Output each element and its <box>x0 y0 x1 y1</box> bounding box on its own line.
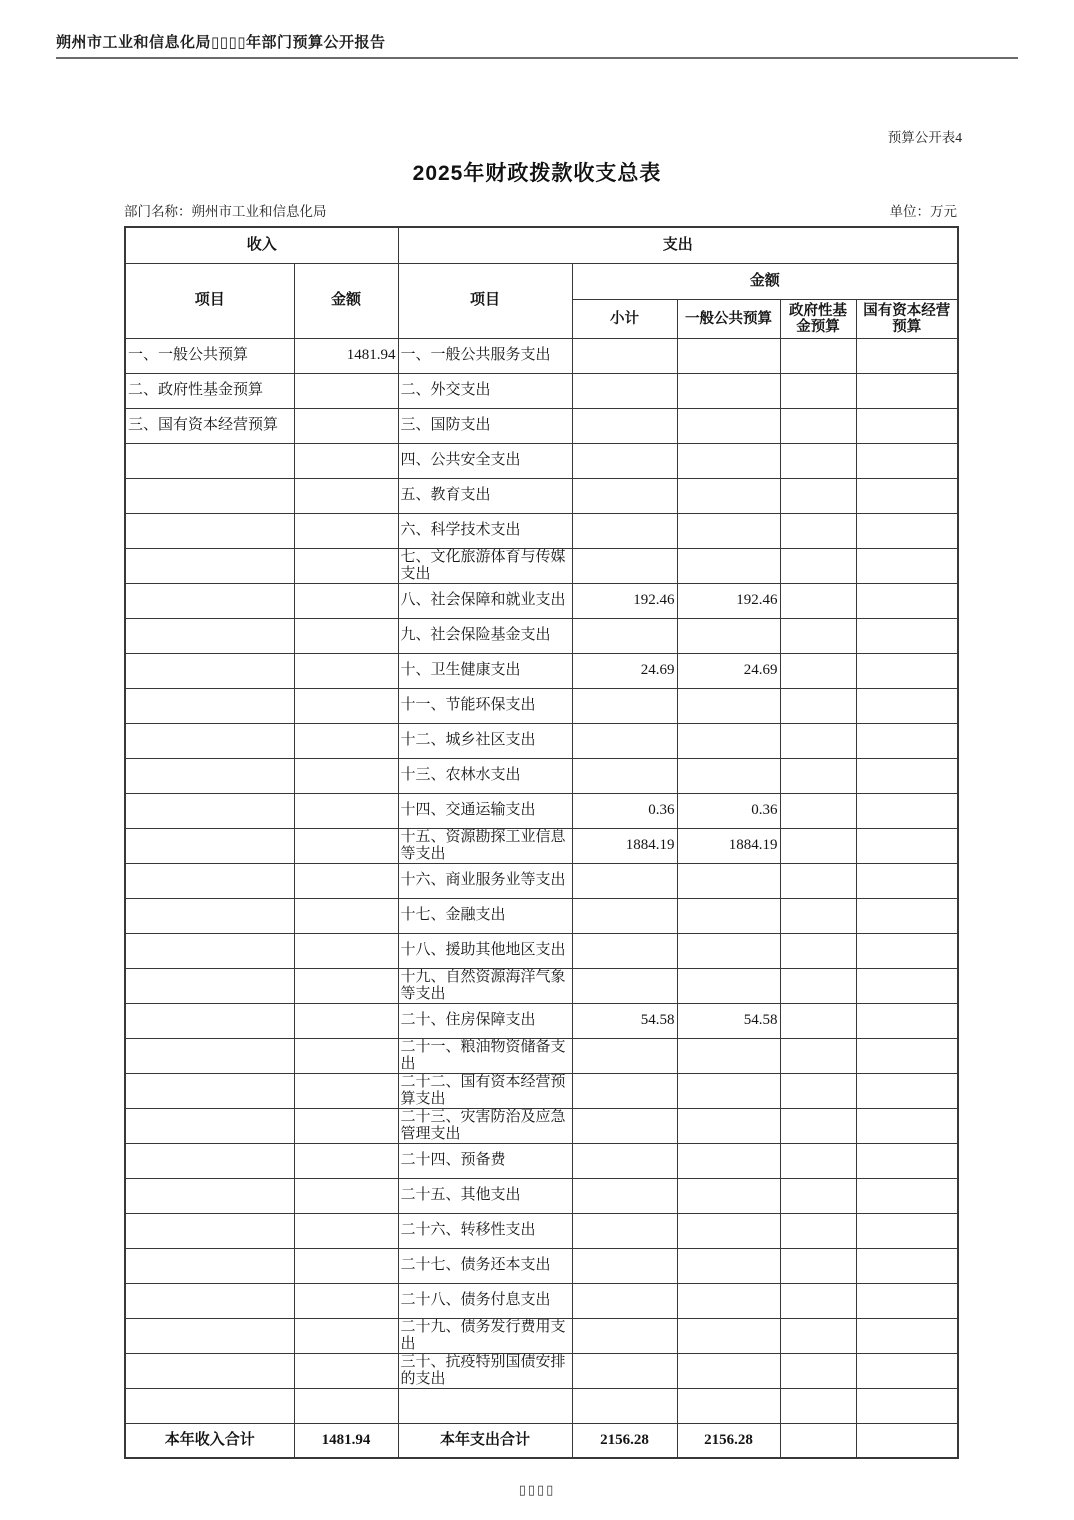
gov-fund-cell <box>780 898 856 933</box>
expense-item-cell: 二十五、其他支出 <box>398 1178 572 1213</box>
state-capital-cell <box>856 373 958 408</box>
income-amount-cell <box>294 1108 398 1143</box>
gov-fund-cell <box>780 688 856 723</box>
expense-item-cell: 二十四、预备费 <box>398 1143 572 1178</box>
general-public-cell <box>677 373 780 408</box>
general-public-cell <box>677 1213 780 1248</box>
expense-item-cell: 三、国防支出 <box>398 408 572 443</box>
income-amount-cell: 1481.94 <box>294 338 398 373</box>
state-capital-cell <box>856 898 958 933</box>
table-row <box>125 1388 958 1423</box>
income-item-cell <box>125 1073 294 1108</box>
table-row <box>125 1318 958 1353</box>
income-amount-cell <box>294 618 398 653</box>
subtotal-cell <box>572 863 677 898</box>
subtotal-cell <box>572 443 677 478</box>
expense-item-cell: 十一、节能环保支出 <box>398 688 572 723</box>
budget-table-wrap <box>124 226 959 1459</box>
income-item-cell <box>125 1283 294 1318</box>
expense-item-cell: 十四、交通运输支出 <box>398 793 572 828</box>
income-amount-cell <box>294 653 398 688</box>
expense-item-cell: 五、教育支出 <box>398 478 572 513</box>
general-public-cell <box>677 478 780 513</box>
gov-fund-cell <box>780 548 856 583</box>
gov-fund-cell <box>780 933 856 968</box>
income-amount-cell <box>294 1178 398 1213</box>
income-amount-cell <box>294 723 398 758</box>
general-public-cell <box>677 443 780 478</box>
state-capital-cell <box>856 583 958 618</box>
table-row <box>125 1073 958 1108</box>
income-item-cell <box>125 583 294 618</box>
subtotal-cell: 1884.19 <box>572 828 677 863</box>
income-item-cell: 二、政府性基金预算 <box>125 373 294 408</box>
income-amount-cell <box>294 793 398 828</box>
general-public-cell <box>677 723 780 758</box>
state-capital-cell <box>856 688 958 723</box>
general-public-cell <box>677 968 780 1003</box>
gov-fund-cell <box>780 1003 856 1038</box>
table-row <box>125 1353 958 1388</box>
state-capital-cell <box>856 513 958 548</box>
general-public-cell <box>677 548 780 583</box>
expense-item-cell: 四、公共安全支出 <box>398 443 572 478</box>
table-row <box>125 1143 958 1178</box>
table-row <box>125 1248 958 1283</box>
expense-item-cell: 二十七、债务还本支出 <box>398 1248 572 1283</box>
table-row <box>125 548 958 583</box>
subtotal-cell <box>572 478 677 513</box>
table-row <box>125 688 958 723</box>
page-number-marker: ▯▯▯▯ <box>518 1483 556 1498</box>
table-row <box>125 513 958 548</box>
gov-fund-cell <box>780 408 856 443</box>
expense-item-cell: 十三、农林水支出 <box>398 758 572 793</box>
subtotal-cell <box>572 1108 677 1143</box>
state-capital-cell <box>856 968 958 1003</box>
general-public-cell: 24.69 <box>677 653 780 688</box>
subtotal-cell <box>572 1213 677 1248</box>
expense-item-cell: 三十、抗疫特别国债安排的支出 <box>398 1353 572 1388</box>
income-item-cell <box>125 1003 294 1038</box>
subtotal-cell <box>572 1073 677 1108</box>
expense-item-cell: 二、外交支出 <box>398 373 572 408</box>
gov-fund-cell <box>780 653 856 688</box>
general-public-cell <box>677 513 780 548</box>
total-gov-fund-cell <box>780 1423 856 1458</box>
gov-fund-cell <box>780 1178 856 1213</box>
state-capital-cell <box>856 1003 958 1038</box>
gov-fund-cell <box>780 373 856 408</box>
income-item-cell <box>125 1108 294 1143</box>
general-public-cell <box>677 1388 780 1423</box>
expense-section-header: 支出 <box>398 227 958 263</box>
income-amount-cell <box>294 1073 398 1108</box>
subtotal-cell: 54.58 <box>572 1003 677 1038</box>
state-capital-cell <box>856 1213 958 1248</box>
income-item-cell <box>125 688 294 723</box>
total-state-capital-cell <box>856 1423 958 1458</box>
subtotal-cell <box>572 338 677 373</box>
income-item-cell <box>125 1388 294 1423</box>
gov-fund-cell <box>780 1318 856 1353</box>
income-amount-cell <box>294 828 398 863</box>
gov-fund-cell <box>780 618 856 653</box>
gov-fund-cell <box>780 513 856 548</box>
table-row <box>125 863 958 898</box>
income-amount-cell <box>294 583 398 618</box>
state-capital-cell <box>856 408 958 443</box>
expense-item-cell: 十九、自然资源海洋气象等支出 <box>398 968 572 1003</box>
gov-fund-cell <box>780 583 856 618</box>
state-capital-cell <box>856 933 958 968</box>
general-public-cell <box>677 1038 780 1073</box>
state-capital-cell <box>856 793 958 828</box>
income-amount-cell <box>294 1213 398 1248</box>
income-item-cell <box>125 828 294 863</box>
income-amount-cell <box>294 1248 398 1283</box>
subtotal-cell <box>572 1388 677 1423</box>
general-public-cell <box>677 1248 780 1283</box>
department-name: 部门名称：朔州市工业和信息化局 <box>124 204 327 219</box>
header-row-sections <box>125 227 958 263</box>
expense-item-cell: 七、文化旅游体育与传媒支出 <box>398 548 572 583</box>
table-row <box>125 968 958 1003</box>
expense-item-cell: 二十一、粮油物资储备支出 <box>398 1038 572 1073</box>
gov-fund-cell <box>780 758 856 793</box>
total-general-public-cell: 2156.28 <box>677 1423 780 1458</box>
expense-item-cell: 八、社会保障和就业支出 <box>398 583 572 618</box>
subtotal-cell <box>572 758 677 793</box>
table-row <box>125 583 958 618</box>
state-capital-cell <box>856 618 958 653</box>
general-public-cell <box>677 1108 780 1143</box>
general-public-cell <box>677 338 780 373</box>
gov-fund-cell <box>780 1038 856 1073</box>
table-row <box>125 1178 958 1213</box>
expense-item-cell: 一、一般公共服务支出 <box>398 338 572 373</box>
state-capital-cell <box>856 1108 958 1143</box>
general-public-cell <box>677 898 780 933</box>
income-amount-cell <box>294 933 398 968</box>
income-section-header: 收入 <box>125 227 398 263</box>
general-public-cell <box>677 1283 780 1318</box>
gov-fund-cell <box>780 793 856 828</box>
expense-item-cell: 九、社会保险基金支出 <box>398 618 572 653</box>
income-amount-cell <box>294 1038 398 1073</box>
income-item-cell <box>125 618 294 653</box>
income-amount-cell <box>294 1388 398 1423</box>
table-row <box>125 1108 958 1143</box>
gov-fund-cell <box>780 723 856 758</box>
table-row <box>125 443 958 478</box>
income-amount-cell <box>294 373 398 408</box>
table-row <box>125 373 958 408</box>
subtotal-cell <box>572 1178 677 1213</box>
income-item-cell <box>125 548 294 583</box>
gov-fund-cell <box>780 1388 856 1423</box>
subtotal-cell <box>572 1318 677 1353</box>
page-title: 2025年财政拨款收支总表 <box>412 162 662 185</box>
table-row <box>125 898 958 933</box>
income-amount-cell <box>294 863 398 898</box>
general-public-cell: 1884.19 <box>677 828 780 863</box>
state-capital-cell <box>856 443 958 478</box>
gov-fund-cell <box>780 1283 856 1318</box>
table-row <box>125 828 958 863</box>
income-item-cell <box>125 968 294 1003</box>
subtotal-cell: 24.69 <box>572 653 677 688</box>
income-item-cell <box>125 443 294 478</box>
table-row <box>125 1003 958 1038</box>
income-item-cell <box>125 863 294 898</box>
expense-item-cell <box>398 1388 572 1423</box>
income-item-cell <box>125 1178 294 1213</box>
income-item-cell <box>125 1353 294 1388</box>
budget-table <box>124 226 959 1459</box>
running-header <box>56 31 1018 59</box>
sheet-label: 预算公开表4 <box>887 130 962 145</box>
table-row <box>125 338 958 373</box>
general-public-cell <box>677 618 780 653</box>
income-item-cell <box>125 653 294 688</box>
income-amount-cell <box>294 968 398 1003</box>
gov-fund-cell <box>780 1213 856 1248</box>
state-capital-cell <box>856 1073 958 1108</box>
state-capital-cell <box>856 338 958 373</box>
income-item-cell: 一、一般公共预算 <box>125 338 294 373</box>
subtotal-cell <box>572 1248 677 1283</box>
general-public-cell: 192.46 <box>677 583 780 618</box>
income-item-header: 项目 <box>125 263 294 338</box>
page-footer <box>0 1483 1074 1498</box>
total-expense-label-cell: 本年支出合计 <box>398 1423 572 1458</box>
gov-fund-cell <box>780 1108 856 1143</box>
expense-item-cell: 二十三、灾害防治及应急管理支出 <box>398 1108 572 1143</box>
income-item-cell <box>125 898 294 933</box>
subtotal-cell <box>572 408 677 443</box>
gov-fund-cell <box>780 828 856 863</box>
state-capital-cell <box>856 863 958 898</box>
income-item-cell <box>125 1143 294 1178</box>
total-subtotal-cell: 2156.28 <box>572 1423 677 1458</box>
expense-item-cell: 十八、援助其他地区支出 <box>398 933 572 968</box>
general-public-cell <box>677 758 780 793</box>
state-capital-cell <box>856 653 958 688</box>
income-item-cell <box>125 933 294 968</box>
state-capital-cell <box>856 758 958 793</box>
subtotal-cell <box>572 723 677 758</box>
income-item-cell <box>125 1318 294 1353</box>
subtotal-cell: 0.36 <box>572 793 677 828</box>
table-row <box>125 1283 958 1318</box>
subtotal-cell <box>572 1143 677 1178</box>
table-row <box>125 758 958 793</box>
income-item-cell: 三、国有资本经营预算 <box>125 408 294 443</box>
expense-item-header: 项目 <box>398 263 572 338</box>
general-public-cell <box>677 933 780 968</box>
state-capital-cell <box>856 1038 958 1073</box>
table-row <box>125 408 958 443</box>
subtotal-cell <box>572 1353 677 1388</box>
income-amount-cell <box>294 513 398 548</box>
state-capital-cell <box>856 828 958 863</box>
gov-fund-cell <box>780 1073 856 1108</box>
state-capital-cell <box>856 1283 958 1318</box>
general-public-cell: 0.36 <box>677 793 780 828</box>
income-item-cell <box>125 513 294 548</box>
table-body <box>125 338 958 1423</box>
gov-fund-cell <box>780 863 856 898</box>
running-header-text: 朔州市工业和信息化局▯▯▯▯年部门预算公开报告 <box>56 34 386 51</box>
income-item-cell <box>125 478 294 513</box>
general-public-cell <box>677 688 780 723</box>
income-item-cell <box>125 1248 294 1283</box>
income-amount-cell <box>294 1318 398 1353</box>
subtotal-cell <box>572 548 677 583</box>
expense-amount-group-header: 金额 <box>572 263 958 299</box>
general-public-cell <box>677 1318 780 1353</box>
subtotal-cell <box>572 898 677 933</box>
income-amount-cell <box>294 898 398 933</box>
subtotal-cell <box>572 933 677 968</box>
general-public-cell <box>677 408 780 443</box>
income-amount-cell <box>294 443 398 478</box>
state-capital-cell <box>856 1353 958 1388</box>
meta-row <box>124 200 957 220</box>
subtotal-cell <box>572 618 677 653</box>
table-row <box>125 478 958 513</box>
gov-fund-cell <box>780 968 856 1003</box>
unit-label: 单位：万元 <box>889 204 957 219</box>
table-row <box>125 933 958 968</box>
state-capital-cell <box>856 1143 958 1178</box>
subtotal-cell <box>572 968 677 1003</box>
table-row <box>125 653 958 688</box>
expense-item-cell: 二十二、国有资本经营预算支出 <box>398 1073 572 1108</box>
subtotal-header: 小计 <box>572 299 677 338</box>
gov-fund-cell <box>780 478 856 513</box>
gov-fund-cell <box>780 1248 856 1283</box>
state-capital-cell <box>856 1248 958 1283</box>
income-amount-cell <box>294 1353 398 1388</box>
expense-item-cell: 十二、城乡社区支出 <box>398 723 572 758</box>
general-public-cell <box>677 1353 780 1388</box>
table-row <box>125 1213 958 1248</box>
general-public-budget-header: 一般公共预算 <box>677 299 780 338</box>
gov-fund-cell <box>780 1143 856 1178</box>
subtotal-cell: 192.46 <box>572 583 677 618</box>
state-capital-cell <box>856 1388 958 1423</box>
income-amount-cell <box>294 408 398 443</box>
expense-item-cell: 十六、商业服务业等支出 <box>398 863 572 898</box>
subtotal-cell <box>572 1283 677 1318</box>
subtotal-cell <box>572 688 677 723</box>
expense-item-cell: 二十九、债务发行费用支出 <box>398 1318 572 1353</box>
general-public-cell: 54.58 <box>677 1003 780 1038</box>
state-capital-cell <box>856 1318 958 1353</box>
expense-item-cell: 十、卫生健康支出 <box>398 653 572 688</box>
income-amount-cell <box>294 548 398 583</box>
state-capital-cell <box>856 723 958 758</box>
income-item-cell <box>125 1213 294 1248</box>
expense-item-cell: 二十八、债务付息支出 <box>398 1283 572 1318</box>
income-amount-cell <box>294 478 398 513</box>
expense-item-cell: 六、科学技术支出 <box>398 513 572 548</box>
state-capital-budget-header: 国有资本经营预算 <box>856 299 958 338</box>
general-public-cell <box>677 1178 780 1213</box>
general-public-cell <box>677 863 780 898</box>
income-amount-cell <box>294 1143 398 1178</box>
gov-fund-budget-header: 政府性基金预算 <box>780 299 856 338</box>
expense-item-cell: 十七、金融支出 <box>398 898 572 933</box>
state-capital-cell <box>856 1178 958 1213</box>
gov-fund-cell <box>780 1353 856 1388</box>
general-public-cell <box>677 1143 780 1178</box>
income-item-cell <box>125 1038 294 1073</box>
state-capital-cell <box>856 478 958 513</box>
income-amount-cell <box>294 688 398 723</box>
total-income-label-cell: 本年收入合计 <box>125 1423 294 1458</box>
table-row <box>125 618 958 653</box>
table-row <box>125 1038 958 1073</box>
gov-fund-cell <box>780 443 856 478</box>
table-row <box>125 793 958 828</box>
subtotal-cell <box>572 513 677 548</box>
expense-item-cell: 二十、住房保障支出 <box>398 1003 572 1038</box>
subtotal-cell <box>572 1038 677 1073</box>
income-item-cell <box>125 758 294 793</box>
income-item-cell <box>125 793 294 828</box>
gov-fund-cell <box>780 338 856 373</box>
expense-item-cell: 二十六、转移性支出 <box>398 1213 572 1248</box>
table-row <box>125 723 958 758</box>
subtotal-cell <box>572 373 677 408</box>
income-amount-cell <box>294 1003 398 1038</box>
total-income-amount-cell: 1481.94 <box>294 1423 398 1458</box>
income-item-cell <box>125 723 294 758</box>
header-row-groups <box>125 263 958 299</box>
income-amount-cell <box>294 758 398 793</box>
income-amount-header: 金额 <box>294 263 398 338</box>
general-public-cell <box>677 1073 780 1108</box>
total-row <box>125 1423 958 1458</box>
income-amount-cell <box>294 1283 398 1318</box>
expense-item-cell: 十五、资源勘探工业信息等支出 <box>398 828 572 863</box>
state-capital-cell <box>856 548 958 583</box>
